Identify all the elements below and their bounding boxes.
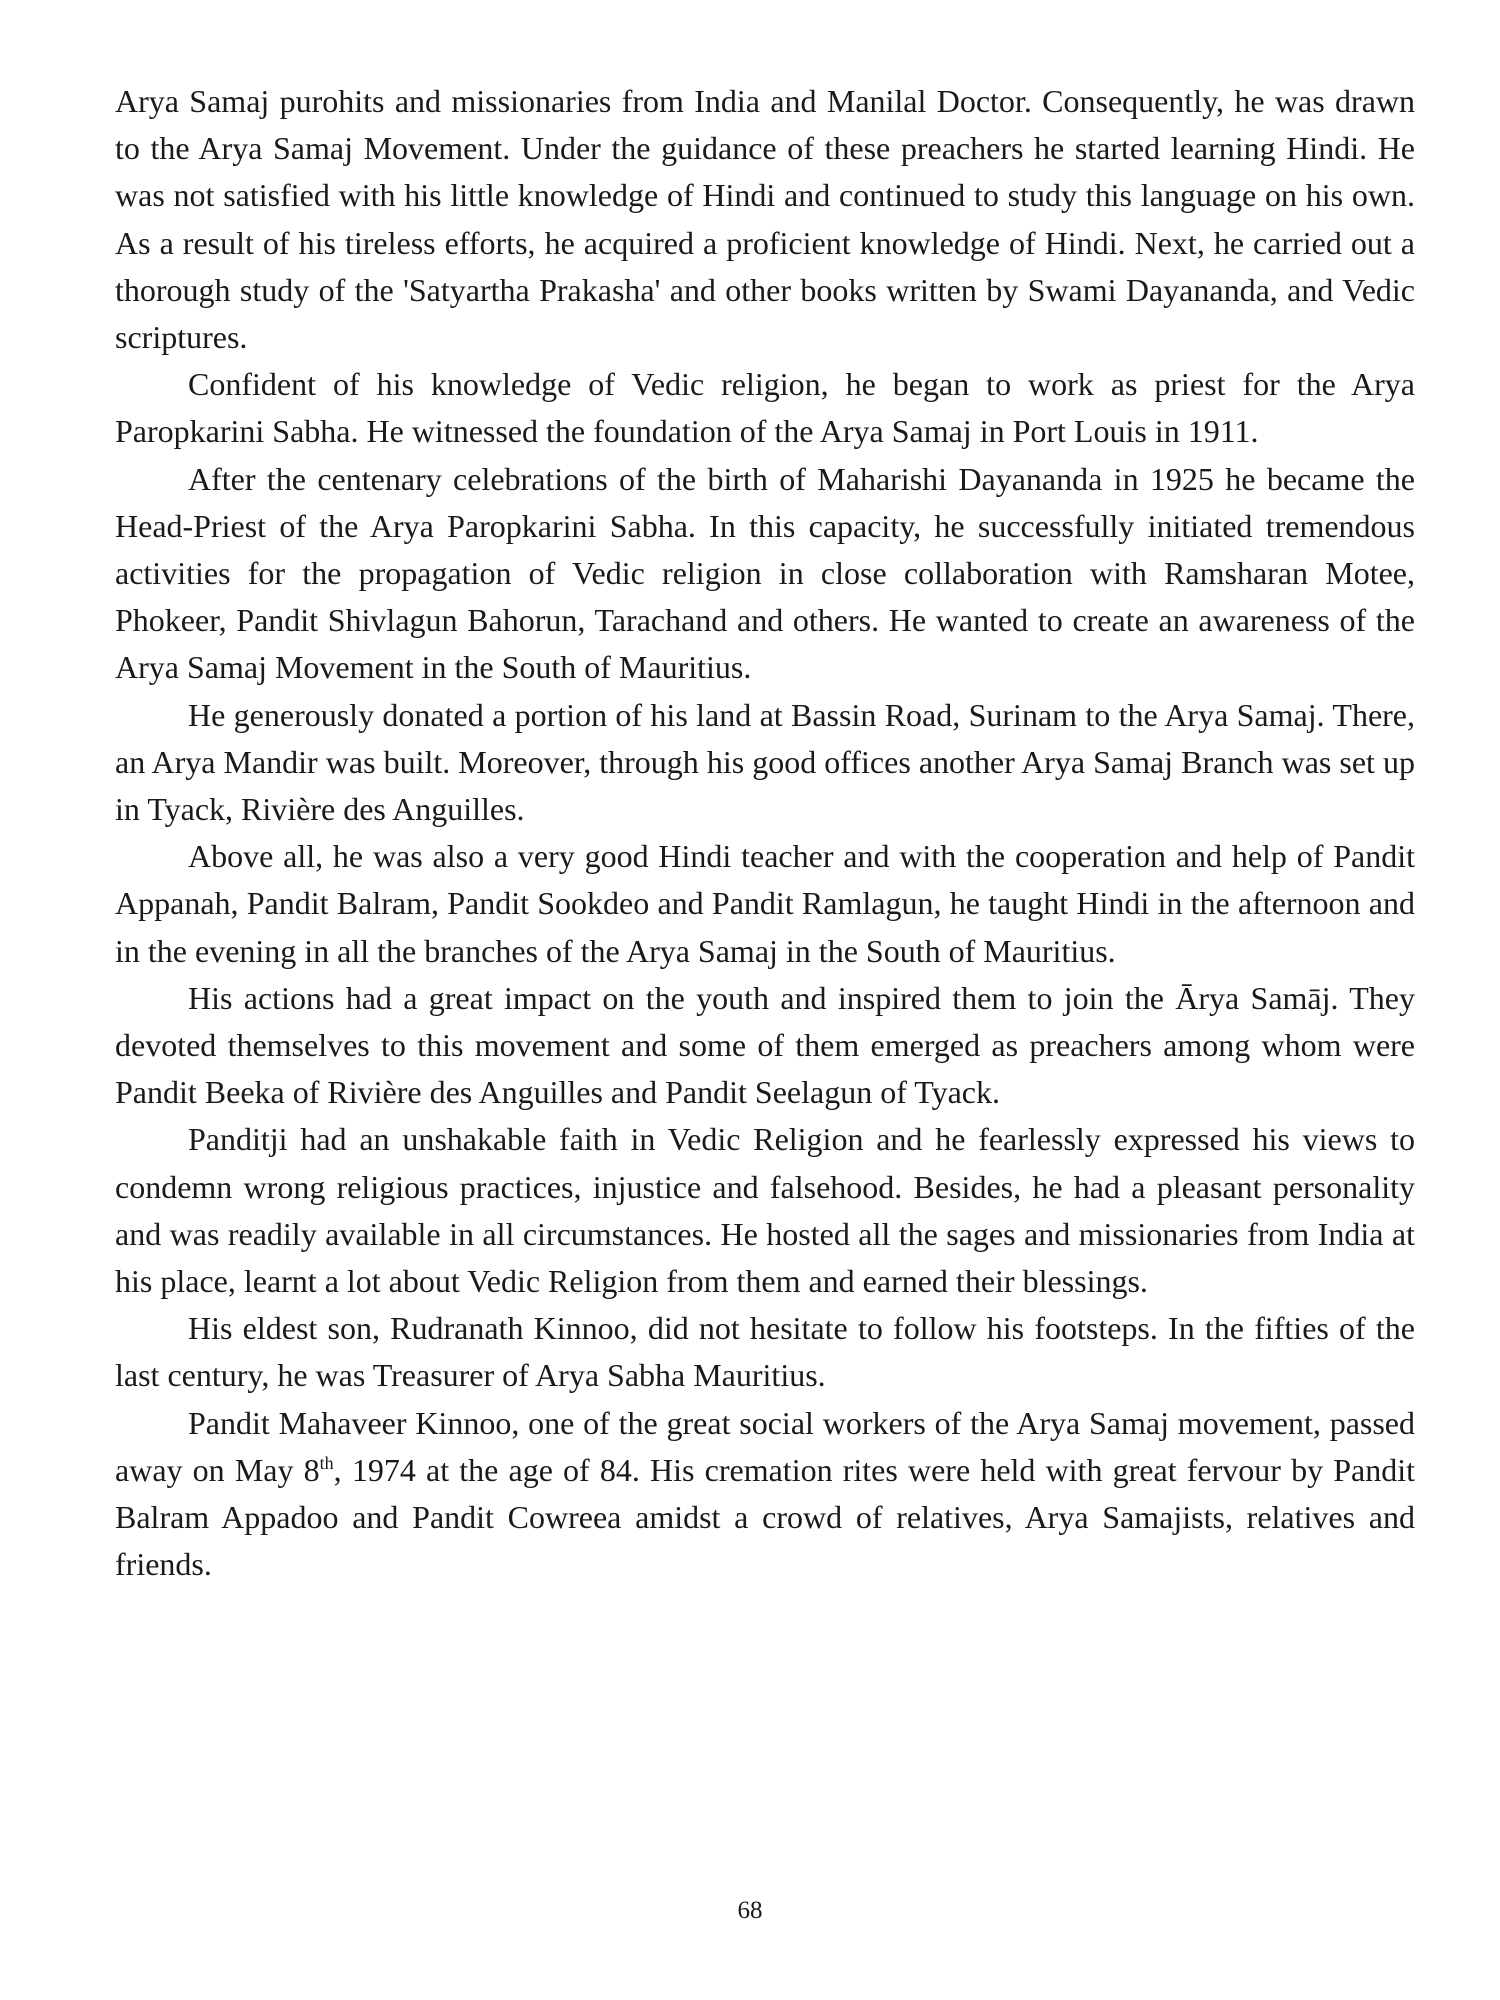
paragraph-3: After the centenary celebrations of the birth of Maharishi Dayananda in 1925 he became the Head-Priest of the Arya Paropkarini Sabha. In this capacity, he successfully initiated tremendous activities for the propagation of Vedic religion in close collaboration with Ramsharan Motee, Phokeer, Pandit Shivlagun Bahorun, Tarachand and others. He wanted to create an awareness of the Arya Samaj Movement in the South of Mauritius. <box>115 460 1415 686</box>
paragraph-5: Above all, he was also a very good Hindi teacher and with the cooperation and help of Pandit Appanah, Pandit Balram, Pandit Sookdeo and Pandit Ramlagun, he taught Hindi in the afternoon and in the evening in all the branches of the Arya Samaj in the South of Mauritius. <box>115 838 1415 969</box>
paragraph-9 <box>115 1400 1415 1589</box>
paragraph-9-text-before: Pandit Mahaveer Kinnoo, one of the great social workers of the Arya Samaj movement, passed away on May 8 <box>115 1404 1415 1488</box>
paragraph-9-text-after: , 1974 at the age of 84. His cremation rites were held with great fervour by Pandit Balram Appadoo and Pandit Cowreea amidst a crowd of relatives, Arya Samajists, relatives and friends. <box>115 1451 1416 1583</box>
paragraph-7: Panditji had an unshakable faith in Vedic Religion and he fearlessly expressed his views to condemn wrong religious practices, injustice and falsehood. Besides, he had a pleasant personality and was readily available in all circumstances. He hosted all the sages and missionaries from India at his place, learnt a lot about Vedic Religion from them and earned their blessings. <box>115 1121 1415 1300</box>
page-number: 68 <box>737 1897 763 1924</box>
paragraph-6: His actions had a great impact on the youth and inspired them to join the Ārya Samāj. They devoted themselves to this movement and some of them emerged as preachers among whom were Pandit Beeka of Rivière des Anguilles and Pandit Seelagun of Tyack. <box>115 979 1415 1111</box>
date-ordinal-suffix: th <box>319 1452 334 1473</box>
paragraph-8: His eldest son, Rudranath Kinnoo, did not hesitate to follow his footsteps. In the fifties of the last century, he was Treasurer of Arya Sabha Mauritius. <box>115 1310 1415 1394</box>
body-text <box>115 78 1415 1589</box>
paragraph-2: Confident of his knowledge of Vedic religion, he began to work as priest for the Arya Paropkarini Sabha. He witnessed the foundation of the Arya Samaj in Port Louis in 1911. <box>115 366 1415 450</box>
paragraph-4: He generously donated a portion of his land at Bassin Road, Surinam to the Arya Samaj. There, an Arya Mandir was built. Moreover, through his good offices another Arya Samaj Branch was set up in Tyack, Rivière des Anguilles. <box>115 696 1415 828</box>
paragraph-1: Arya Samaj purohits and missionaries from India and Manilal Doctor. Consequently, he was drawn to the Arya Samaj Movement. Under the guidance of these preachers he started learning Hindi. He was not satisfied with his little knowledge of Hindi and continued to study this language on his own. As a result of his tireless efforts, he acquired a proficient knowledge of Hindi. Next, he carried out a thorough study of the 'Satyartha Prakasha' and other books written by Swami Dayananda, and Vedic scriptures. <box>115 83 1415 356</box>
